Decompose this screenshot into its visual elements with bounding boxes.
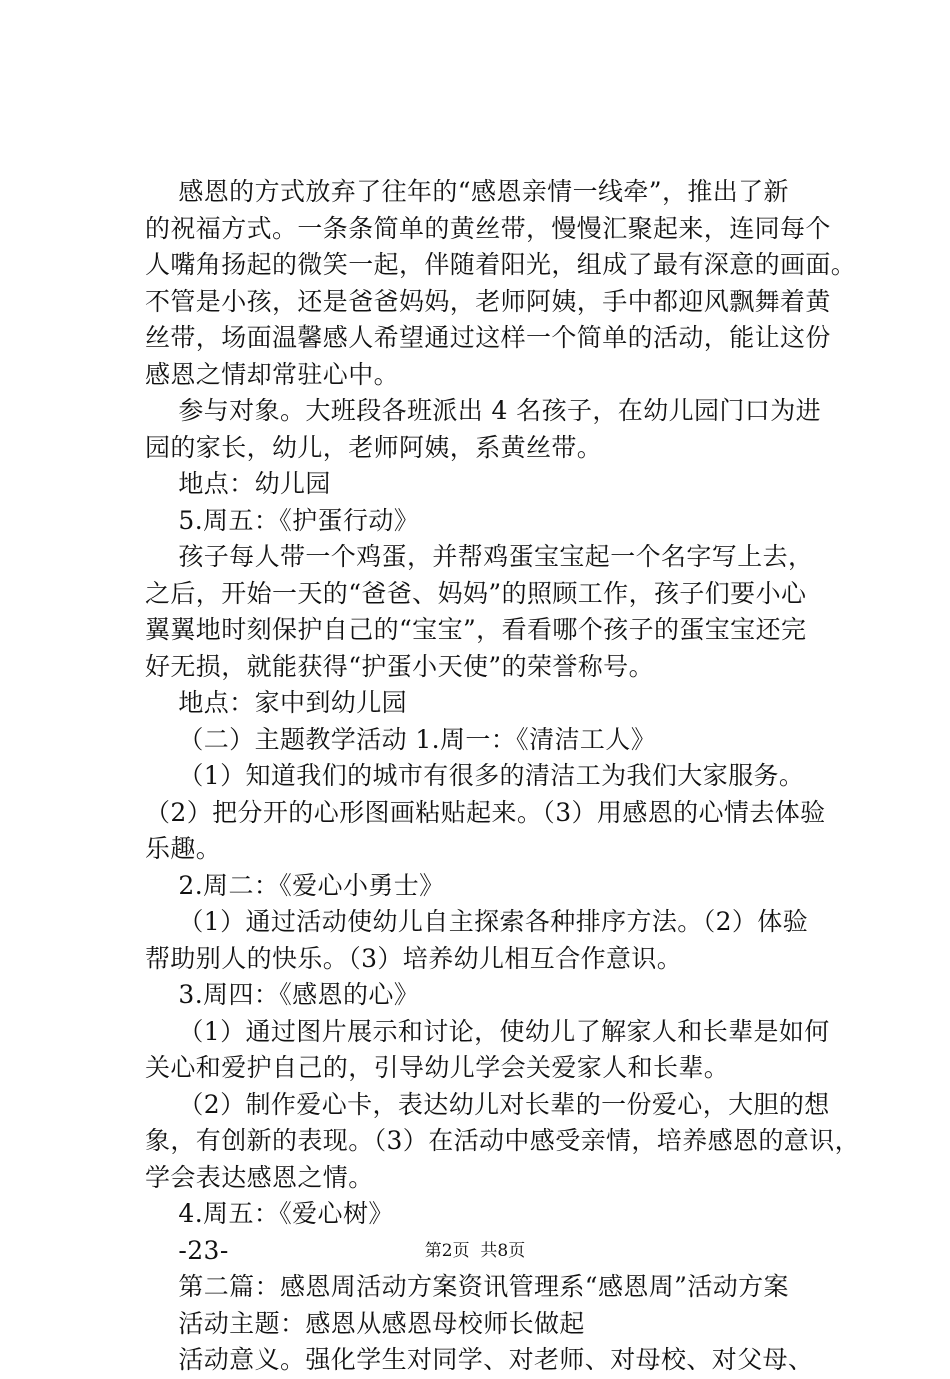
page-footer: 第2页 共8页: [424, 1241, 526, 1261]
text-line: （2）把分开的心形图画粘贴起来。（3）用感恩的心情去体验: [145, 797, 826, 827]
text-line: （2）制作爱心卡，表达幼儿对长辈的一份爱心，大胆的想: [145, 1089, 830, 1119]
text-line: 人嘴角扬起的微笑一起，伴随着阳光，组成了最有深意的画面。: [145, 250, 857, 279]
section-heading: 3.周四：《感恩的心》: [145, 980, 420, 1009]
text-line: （1）通过图片展示和讨论，使幼儿了解家人和长辈是如何: [145, 1016, 830, 1046]
text-line: 活动主题：感恩从感恩母校师长做起: [145, 1308, 585, 1338]
text-line: 学会表达感恩之情。: [145, 1162, 374, 1192]
text-line: 活动意义。强化学生对同学、对老师、对母校、对父母、: [145, 1345, 814, 1374]
text-line: 不管是小孩，还是爸爸妈妈，老师阿姨，手中都迎风飘舞着黄: [145, 286, 831, 316]
text-line: 丝带，场面温馨感人希望通过这样一个简单的活动，能让这份: [145, 323, 831, 352]
text-line: （1）知道我们的城市有很多的清洁工为我们大家服务。: [145, 761, 805, 790]
text-line: 乐趣。: [145, 834, 222, 863]
text-line: 地点：家中到幼儿园: [145, 688, 407, 717]
section-heading: 5.周五：《护蛋行动》: [145, 505, 420, 535]
text-line: 孩子每人带一个鸡蛋，并帮鸡蛋宝宝起一个名字写上去，: [145, 542, 814, 571]
text-line: 之后，开始一天的“爸爸、妈妈”的照顾工作，孩子们要小心: [145, 578, 807, 608]
text-line: 感恩的方式放弃了往年的“感恩亲情一线牵”，推出了新: [145, 177, 789, 206]
document-body: [145, 174, 861, 1379]
section-heading: 4.周五：《爱心树》: [145, 1199, 394, 1228]
text-line: 感恩之情却常驻心中。: [145, 359, 400, 389]
text-line: 地点：幼儿园: [145, 469, 331, 498]
text-line: 好无损，就能获得“护蛋小天使”的荣誉称号。: [145, 651, 654, 681]
text-line: 翼翼地时刻保护自己的“宝宝”，看看哪个孩子的蛋宝宝还完: [145, 615, 807, 644]
text-line: （1）通过活动使幼儿自主探索各种排序方法。（2）体验: [145, 907, 809, 936]
text-line: 关心和爱护自己的，引导幼儿学会关爱家人和长辈。: [145, 1053, 730, 1082]
inline-page-number: -23-: [145, 1235, 229, 1265]
section-heading: 2.周二：《爱心小勇士》: [145, 870, 445, 900]
text-line: 园的家长，幼儿，老师阿姨，系黄丝带。: [145, 432, 603, 462]
text-line: 参与对象。大班段各班派出 4 名孩子，在幼儿园门口为进: [145, 396, 821, 425]
text-line: 帮助别人的快乐。（3）培养幼儿相互合作意识。: [145, 943, 683, 973]
chapter-heading: 第二篇：感恩周活动方案资讯管理系“感恩周”活动方案: [145, 1272, 789, 1301]
text-line: 象，有创新的表现。（3）在活动中感受亲情，培养感恩的意识，: [145, 1126, 861, 1155]
section-heading: （二）主题教学活动 1.周一：《清洁工人》: [145, 724, 657, 754]
text-line: 的祝福方式。一条条简单的黄丝带，慢慢汇聚起来，连同每个: [145, 213, 831, 243]
